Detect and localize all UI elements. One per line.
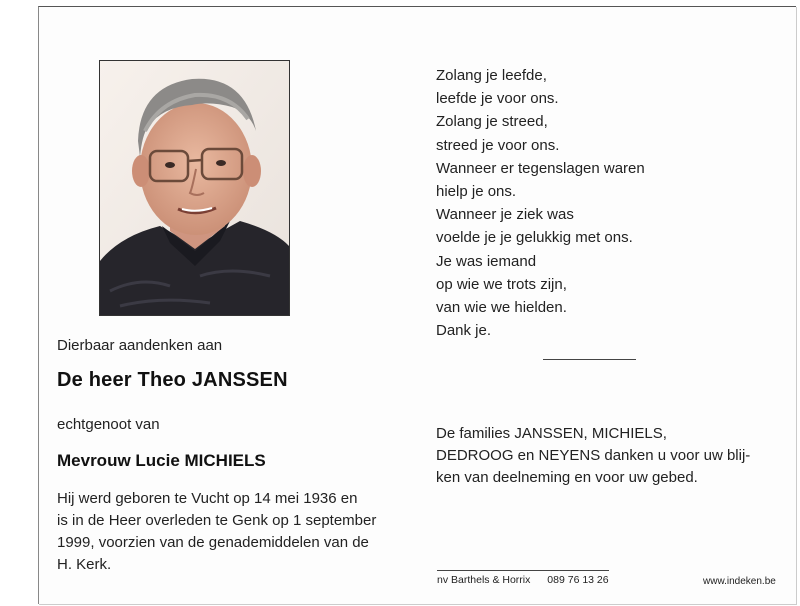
thanks-line: ken van deelneming en voor uw gebed. bbox=[436, 469, 698, 486]
watermark: www.indeken.be bbox=[703, 576, 776, 587]
thanks-line: DEDROOG en NEYENS danken u voor uw blij- bbox=[436, 447, 751, 464]
poem-line: hielp je ons. bbox=[436, 183, 517, 201]
memorial-label: Dierbaar aandenken aan bbox=[57, 337, 223, 354]
spouse-label: echtgenoot van bbox=[57, 416, 160, 433]
poem-line: Zolang je streed, bbox=[436, 113, 548, 131]
bio-line: Hij werd geboren te Vucht op 14 mei 1936 en bbox=[57, 490, 358, 507]
poem-line: Wanneer er tegenslagen waren bbox=[436, 159, 645, 177]
spouse-name: Mevrouw Lucie MICHIELS bbox=[57, 451, 266, 470]
thanks-message bbox=[436, 423, 771, 489]
printer-phone: 089 76 13 26 bbox=[547, 574, 609, 586]
poem-line: leefde je voor ons. bbox=[436, 90, 559, 108]
divider bbox=[543, 359, 636, 360]
poem-line: Dank je. bbox=[436, 322, 492, 340]
poem-line: op wie we trots zijn, bbox=[436, 275, 567, 293]
printer-name: nv Barthels & Horrix bbox=[437, 574, 531, 586]
bio-line: is in de Heer overleden te Genk op 1 september bbox=[57, 512, 377, 529]
thanks-line: De families JANSSEN, MICHIELS, bbox=[436, 425, 667, 442]
printer-credit bbox=[437, 574, 609, 586]
poem bbox=[436, 64, 645, 342]
biography bbox=[57, 488, 397, 576]
poem-line: voelde je je gelukkig met ons. bbox=[436, 229, 633, 247]
deceased-name: De heer Theo JANSSEN bbox=[57, 369, 288, 391]
poem-line: Wanneer je ziek was bbox=[436, 206, 574, 224]
portrait-photo bbox=[99, 60, 290, 316]
printer-rule bbox=[437, 570, 609, 571]
bio-line: 1999, voorzien van de genademiddelen van de bbox=[57, 534, 369, 551]
poem-line: Je was iemand bbox=[436, 252, 537, 270]
poem-line: van wie we hielden. bbox=[436, 299, 567, 317]
poem-line: Zolang je leefde, bbox=[436, 67, 547, 84]
bio-line: H. Kerk. bbox=[57, 556, 112, 573]
poem-line: streed je voor ons. bbox=[436, 136, 560, 154]
